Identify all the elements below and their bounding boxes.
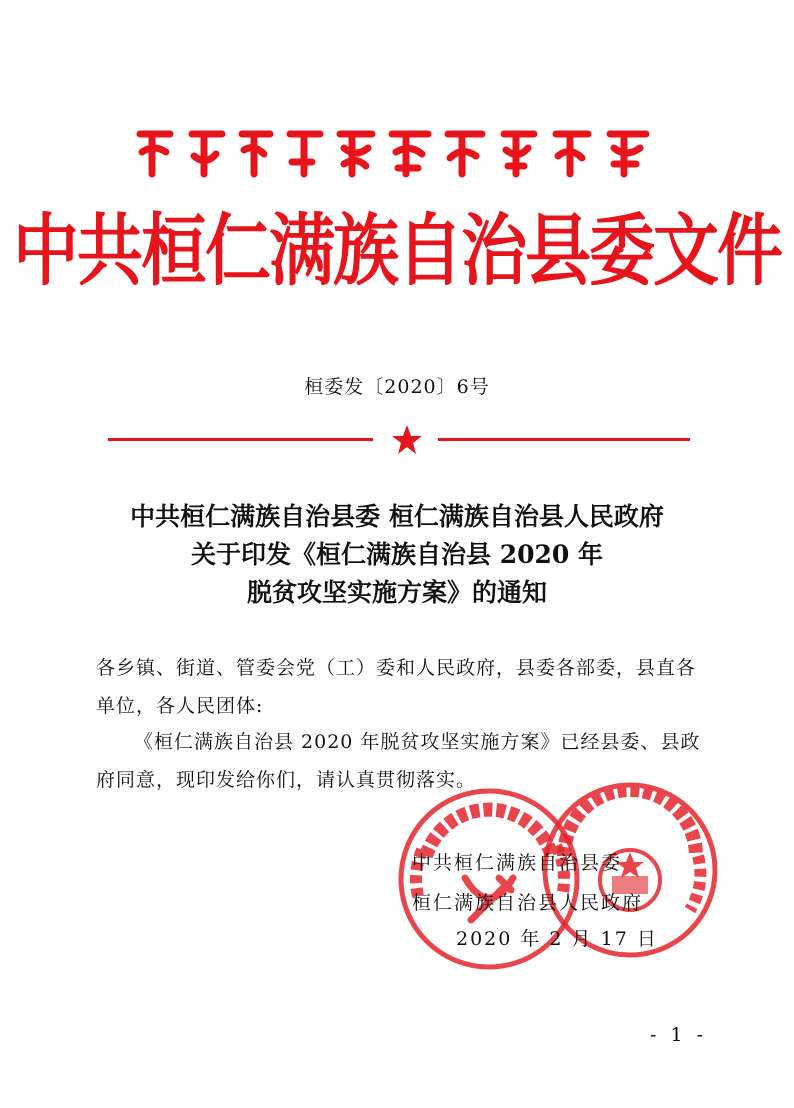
signature-party-committee: 中共桓仁满族自治县委 xyxy=(412,852,623,874)
page-number: - 1 - xyxy=(650,1024,708,1046)
red-star-icon xyxy=(391,424,423,456)
red-divider-right xyxy=(438,438,690,441)
red-divider-left xyxy=(108,438,373,441)
notice-title xyxy=(0,498,794,612)
document-number: 桓委发〔2020〕6号 xyxy=(304,376,490,398)
title-line-3: 脱贫攻坚实施方案》的通知 xyxy=(246,578,547,607)
salutation: 各乡镇、街道、管委会党（工）委和人民政府，县委各部委，县直各单位，各人民团体: xyxy=(96,657,697,717)
title-line-1: 中共桓仁满族自治县委 桓仁满族自治县人民政府 xyxy=(130,502,664,531)
signature-date: 2020 年 2 月 17 日 xyxy=(456,928,658,950)
mongolian-script-heading xyxy=(130,122,670,184)
title-line-2: 关于印发《桓仁满族自治县 2020 年 xyxy=(191,540,603,569)
signature-county-government: 桓仁满族自治县人民政府 xyxy=(412,892,644,914)
document-header-title: 中共桓仁满族自治县委文件 xyxy=(13,205,781,297)
body-paragraph: 《桓仁满族自治县 2020 年脱贫攻坚实施方案》已经县委、县政府同意，现印发给你们，请认真贯彻落实。 xyxy=(96,731,701,791)
